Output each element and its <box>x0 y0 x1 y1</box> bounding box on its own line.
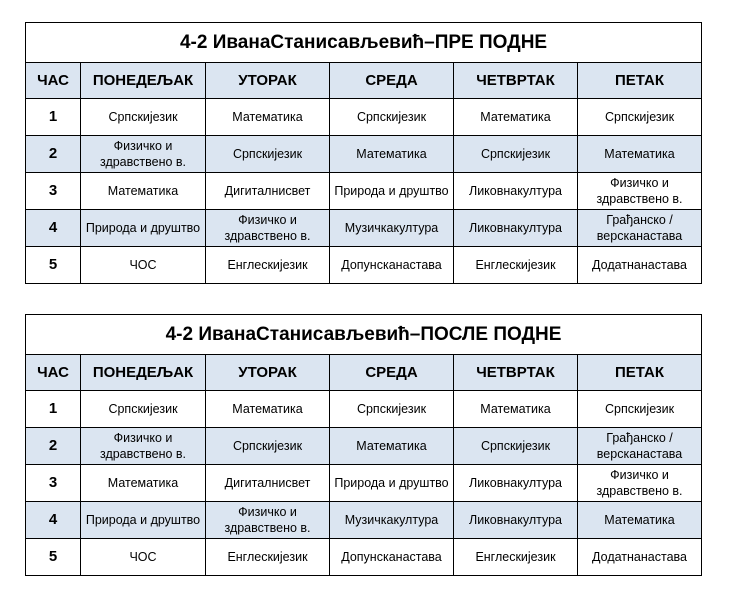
table-cell: Српскијезик <box>206 136 330 173</box>
table-cell: Енглескијезик <box>454 539 578 576</box>
table-cell: Физичко и здравствено в. <box>206 502 330 539</box>
period-number: 4 <box>26 502 81 539</box>
table-cell: Српскијезик <box>206 428 330 465</box>
table-cell: Дигиталнисвет <box>206 465 330 502</box>
column-header-thursday: ЧЕТВРТАК <box>454 355 578 391</box>
table-cell: Српскијезик <box>330 391 454 428</box>
table-cell: Природа и друштво <box>330 173 454 210</box>
table-cell: Додатнанастава <box>578 539 702 576</box>
table-cell: Математика <box>578 136 702 173</box>
table-cell: Ликовнакултура <box>454 210 578 247</box>
column-header-tuesday: УТОРАК <box>206 355 330 391</box>
period-number: 1 <box>26 391 81 428</box>
column-header-thursday: ЧЕТВРТАК <box>454 63 578 99</box>
table-cell: Ликовнакултура <box>454 502 578 539</box>
table-title: 4-2 ИванаСтанисављевић–ПОСЛЕ ПОДНЕ <box>26 315 702 355</box>
table-cell: Математика <box>81 173 206 210</box>
table-cell: Математика <box>454 391 578 428</box>
column-header-friday: ПЕТАК <box>578 355 702 391</box>
table-row <box>26 428 702 465</box>
table-cell: ЧОС <box>81 539 206 576</box>
table-cell: Математика <box>81 465 206 502</box>
morning-schedule-table <box>25 22 702 284</box>
table-cell: Математика <box>454 99 578 136</box>
period-number: 4 <box>26 210 81 247</box>
table-cell: Природа и друштво <box>81 210 206 247</box>
table-cell: Српскијезик <box>81 391 206 428</box>
table-row <box>26 247 702 284</box>
column-header-friday: ПЕТАК <box>578 63 702 99</box>
table-cell: Математика <box>578 502 702 539</box>
table-cell: Српскијезик <box>578 99 702 136</box>
column-header-monday: ПОНЕДЕЉАК <box>81 63 206 99</box>
table-cell: Математика <box>330 136 454 173</box>
table-cell: Допунсканастава <box>330 539 454 576</box>
table-cell: Српскијезик <box>81 99 206 136</box>
table-cell: Енглескијезик <box>206 539 330 576</box>
table-cell: ЧОС <box>81 247 206 284</box>
table-cell: Дигиталнисвет <box>206 173 330 210</box>
table-title: 4-2 ИванаСтанисављевић–ПРЕ ПОДНЕ <box>26 23 702 63</box>
column-header-monday: ПОНЕДЕЉАК <box>81 355 206 391</box>
table-cell: Енглескијезик <box>206 247 330 284</box>
table-cell: Додатнанастава <box>578 247 702 284</box>
column-header-tuesday: УТОРАК <box>206 63 330 99</box>
table-cell: Музичкакултура <box>330 210 454 247</box>
table-row <box>26 539 702 576</box>
column-header-period: ЧАС <box>26 355 81 391</box>
period-number: 3 <box>26 173 81 210</box>
period-number: 3 <box>26 465 81 502</box>
table-row <box>26 465 702 502</box>
period-number: 5 <box>26 539 81 576</box>
table-row <box>26 173 702 210</box>
table-cell: Српскијезик <box>330 99 454 136</box>
table-cell: Математика <box>206 99 330 136</box>
table-cell: Допунсканастава <box>330 247 454 284</box>
table-cell: Физичко и здравствено в. <box>81 136 206 173</box>
table-row <box>26 210 702 247</box>
table-cell: Српскијезик <box>578 391 702 428</box>
table-cell: Грађанско / версканастава <box>578 210 702 247</box>
table-cell: Музичкакултура <box>330 502 454 539</box>
column-header-wednesday: СРЕДА <box>330 355 454 391</box>
table-cell: Математика <box>206 391 330 428</box>
period-number: 1 <box>26 99 81 136</box>
afternoon-schedule-table <box>25 314 702 576</box>
table-cell: Математика <box>330 428 454 465</box>
table-cell: Ликовнакултура <box>454 465 578 502</box>
period-number: 2 <box>26 428 81 465</box>
table-row <box>26 136 702 173</box>
table-cell: Физичко и здравствено в. <box>81 428 206 465</box>
column-header-wednesday: СРЕДА <box>330 63 454 99</box>
table-cell: Природа и друштво <box>81 502 206 539</box>
table-cell: Физичко и здравствено в. <box>206 210 330 247</box>
table-cell: Енглескијезик <box>454 247 578 284</box>
column-header-period: ЧАС <box>26 63 81 99</box>
table-cell: Физичко и здравствено в. <box>578 465 702 502</box>
table-cell: Природа и друштво <box>330 465 454 502</box>
table-cell: Српскијезик <box>454 428 578 465</box>
period-number: 5 <box>26 247 81 284</box>
table-cell: Физичко и здравствено в. <box>578 173 702 210</box>
table-cell: Грађанско / версканастава <box>578 428 702 465</box>
table-cell: Српскијезик <box>454 136 578 173</box>
table-row <box>26 99 702 136</box>
period-number: 2 <box>26 136 81 173</box>
table-row <box>26 391 702 428</box>
table-row <box>26 502 702 539</box>
table-cell: Ликовнакултура <box>454 173 578 210</box>
